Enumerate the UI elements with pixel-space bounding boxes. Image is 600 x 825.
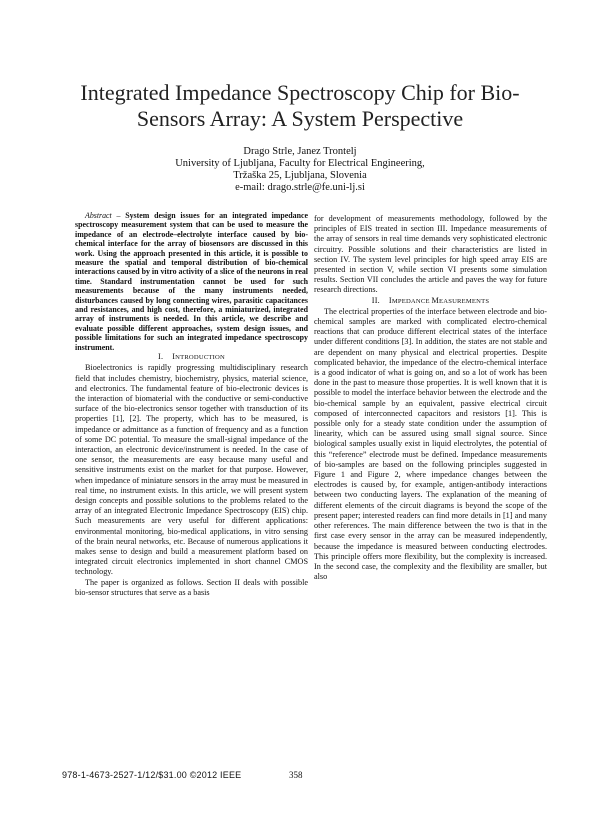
section-title-initial: I [388,295,392,305]
page-number: 358 [289,770,303,780]
left-column [75,211,308,598]
section-heading-impedance [314,296,547,307]
abstract-label: Abstract – [85,211,121,220]
section-title-rest: MPEDANCE [391,297,432,305]
paper-title [50,80,550,132]
title-line-1: Integrated Impedance Spectroscopy Chip for Bio- [80,80,520,105]
address: Tržaška 25, Ljubljana, Slovenia [233,170,367,181]
continued-paragraph: for development of measurements methodology, followed by the principles of EIS treated in section III. Impedance measurements of the array of sensors in real time demands very sophisticated electronic circuitry. Possible solutions and their characteristics are listed in section IV. The system level principles for high speed array EIS are presented in section V, while section VI presents some simulation results. Section VII concludes the article and paves the way for future research directions. [314,214,547,295]
section-title-rest-2: EASUREMENTS [439,297,490,305]
section-heading-introduction [75,352,308,363]
intro-paragraph-1: Bioelectronics is rapidly progressing multidisciplinary research field that includes chemistry, biochemistry, physics, material science, and electronics. The fundamental feature of bio-electronic devices is the interaction of biomaterial with the conductive or semi-conductive surface of the bio-electronics sensor together with transduction of its properties [1], [2]. The property, which has to be measured, is impedance or admittance as a function of frequency and as a function of some DC potential. To measure the small-signal impedance of the interaction, an electronic device/instrument is needed. In the case of one sensor, the measurements are easy because many useful and sensitive instruments exist on the market for that purpose. However, when impedance of miniature sensors in the array must be measured in real time, no instrument exists. In this article, we will present system design concepts and possible solutions to the problems related to the array of an integrated Electronic Impedance Spectroscopy (EIS) chip. Such measurements are very useful for different applications: environmental monitoring, bio-medical applications, in vitro sensing of the brain neural networks, etc. Because of numerous applications it makes sense to design and build a measurement platform based on integrated circuit electronics implemented in short channel CMOS technology. [75,363,308,577]
abstract-text: System design issues for an integrated impedance spectroscopy measurement system that can be used to measure the impedance of an electrode–electrolyte interface caused by bio-chemical interface for the array of biosensors are discussed in this work. Using the approach presented in this article, it is possible to measure the spatial and temporal distribution of bio-chemical interactions caused by in vitro activity of a slice of the neurons in real time. Standard instrumentation cannot be used for such measurements because of the many instruments needed, disturbances caused by long connecting wires, parasitic capacitances and resistances, and high cost, therefore, a miniaturized, integrated array of instruments is needed. In this article, we describe and evaluate possible different approaches, system design issues, and possible limitations for such an integrated impedance spectroscopy instrument. [75,211,308,352]
email: e-mail: drago.strle@fe.uni-lj.si [235,182,365,193]
section-title-initial-2: M [431,295,440,305]
affiliation: University of Ljubljana, Faculty for Electrical Engineering, [175,158,425,169]
title-line-2: Sensors Array: A System Perspective [136,106,464,131]
copyright-footer: 978-1-4673-2527-1/12/$31.00 ©2012 IEEE [62,770,242,780]
section-numeral: II. [371,295,380,305]
author-names: Drago Strle, Janez Trontelj [243,146,357,157]
abstract [75,211,308,352]
section-numeral: I. [158,352,164,362]
author-block [100,146,500,194]
intro-paragraph-2: The paper is organized as follows. Section II deals with possible bio-sensor structures that serve as a basis [75,577,308,597]
section-title-initial: I [172,352,176,362]
right-column [314,214,547,582]
impedance-paragraph: The electrical properties of the interface between electrode and bio-chemical samples are marked with complicated electro-chemical reactions that can produce different electrical states of the interface under different conditions [3]. In addition, the states are not stable and are dependent on many physical and electrical properties. Despite complicated behavior, the impedance of the electro-chemical interface is a good indicator of what is going on, and so a lot of work has been done in the past to measure those properties. It is well known that it is possible to model the interface behavior between the electrode and the bio-chemical sample by an equivalent, passive electrical circuit composed of interconnected capacitors and resistors [1]. This is possible only for a steady state condition under the assumption of linearity, which can be assured using small signal source. Since biological samples usually exist in liquid electrolytes, the potential of this “reference” electrode must be defined. Impedance measurements of bio-samples are based on the following principles suggested in Figure 1 and Figure 2, where impedance changes between the electrodes is caused by, for example, antigen-antibody interactions between two conducting layers. The explanation of the meaning of different elements of the circuit diagrams is beyond the scope of the present paper; interested readers can find more details in [1] and many other references. The main difference between the two is that in the first case every sensor in the array can be measured independently, because the impedance is measured between conducting electrodes. This principle offers more flexibility, but the complexity is increased. In the second case, the complexity and the flexibility are smaller, but also [314,306,547,582]
section-title-rest: NTRODUCTION [175,354,225,362]
